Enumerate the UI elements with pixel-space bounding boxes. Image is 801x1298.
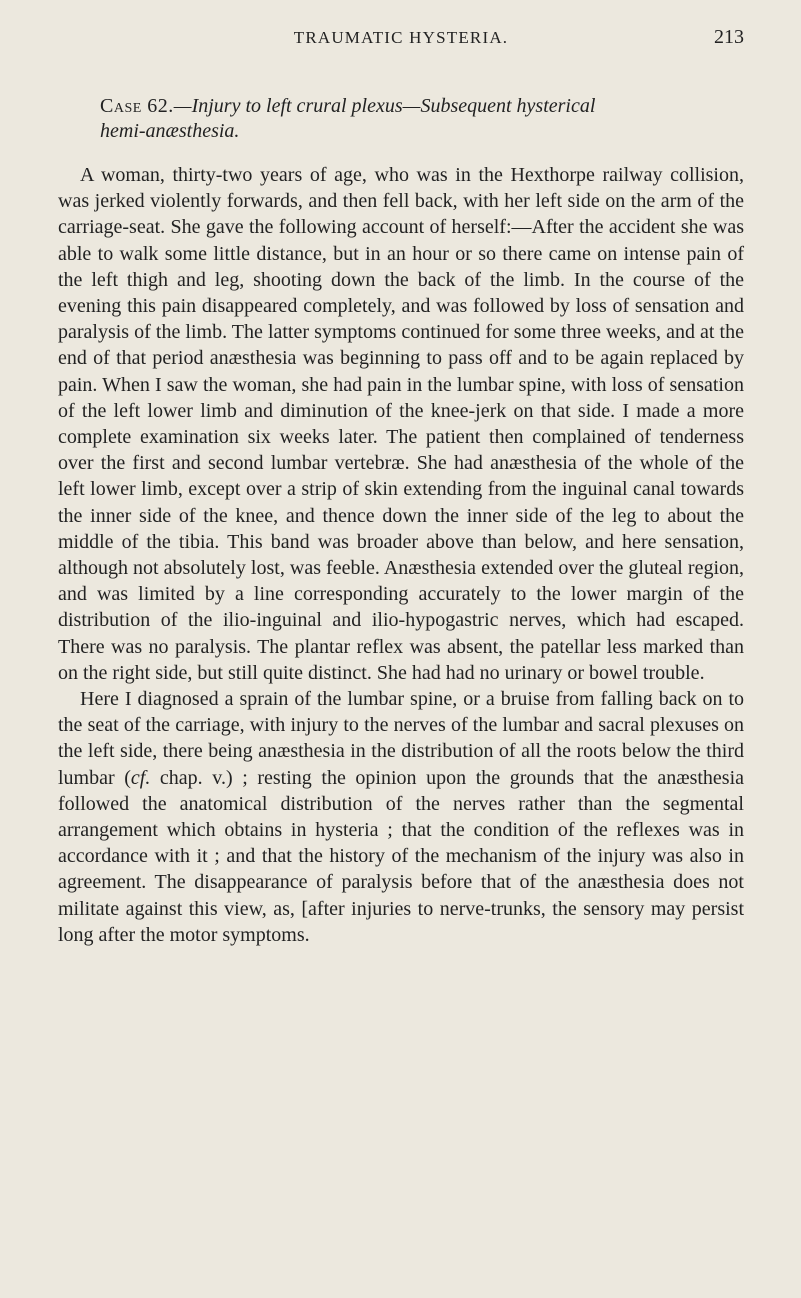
cf-abbreviation: cf. <box>130 766 151 789</box>
running-head: TRAUMATIC HYSTERIA. <box>293 28 509 47</box>
paragraph-text: Here I diagnosed a sprain of the lumbar spine, or a bruise from falling back on to the seat of the carriage, with injury to the nerves of the lumbar and sacral plexuses on the left side, there being anæsthesia in the distribution of all the roots below the third lumbar ( <box>58 688 744 789</box>
paragraph <box>58 686 744 948</box>
paragraph-text: chap. v.) ; resting the opinion upon the grounds that the anæsthesia followed the anatomical distribution of the nerves rather than the segmental arrangement which obtains in hysteria ; that the condition of the reflexes was in accordance with it ; and that the history of the mechanism of the injury was also in agreement. The disappearance of paralysis before that of the anæsthesia does not militate against this view, as, [after injuries to nerve-trunks, the sensory may persist long after the motor symptoms. <box>58 766 745 946</box>
case-label: Case 62. <box>100 95 174 117</box>
paragraph: A woman, thirty-two years of age, who was in the Hexthorpe railway collision, was jerked violently forwards, and then fell back, with her left side on the arm of the carriage-seat. She gave the following account of herself:—After the accident she was able to walk some little distance, but in an hour or so there came on intense pain of the left thigh and leg, shooting down the back of the limb. In the course of the evening this pain disappeared completely, and was followed by loss of sensation and paralysis of the limb. The latter symptoms continued for some three weeks, and at the end of that period anæsthesia was beginning to pass off and to be again replaced by pain. When I saw the woman, she had pain in the lumbar spine, with loss of sensation of the left lower limb and diminution of the knee-jerk on that side. I made a more complete examination six weeks later. The patient then complained of tenderness over the first and second lumbar vertebræ. She had anæsthesia of the whole of the left lower limb, except over a strip of skin extending from the inguinal canal towards the inner side of the knee, and thence down the inner side of the leg to about the middle of the tibia. This band was broader above than below, and here sensation, although not absolutely lost, was feeble. Anæsthesia extended over the gluteal region, and was limited by a line corresponding accurately to the lower margin of the distribution of the ilio-inguinal and ilio-hypogastric nerves, which had escaped. There was no paralysis. The plantar reflex was absent, the patellar less marked than on the right side, but still quite distinct. She had had no urinary or bowel trouble. <box>58 164 744 684</box>
case-description-continued: hemi-anæsthesia. <box>100 120 240 142</box>
page-header <box>58 0 744 58</box>
page-number: 213 <box>714 26 744 48</box>
case-heading <box>58 94 744 144</box>
case-description: —Injury to left crural plexus—Subsequent hysterical <box>173 95 596 117</box>
